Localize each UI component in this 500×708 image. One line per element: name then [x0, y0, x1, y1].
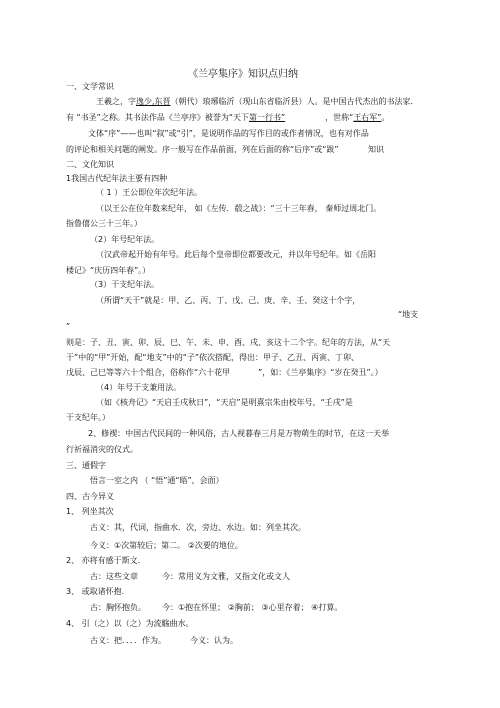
list-item: 1、 列坐其次	[66, 507, 114, 516]
paragraph-line: 古：这些文章	[90, 572, 138, 581]
text-run: ”，如：《兰亭集序》“岁在癸丑”。）	[258, 368, 383, 377]
paragraph-line: 指鲁僖公三十三年。）	[66, 219, 142, 228]
paragraph-line: “地支	[398, 310, 419, 319]
paragraph-line: 今：常用义为文雅，又指文化或文人	[162, 572, 290, 581]
paragraph-line: 今义：①次第较后；第二。 ②次要的地位。	[90, 541, 243, 550]
text-run: 有 “书圣”之称。其书法作品《兰亭序》被誉为“天下	[66, 113, 249, 122]
paragraph-line: 今：①抱在怀里； ②胸前； ③心里存着； ④打算。	[162, 603, 343, 612]
text-run: ，世称“	[325, 113, 354, 122]
list-item: 4、 引（之）以（之）为流觞曲水。	[66, 619, 194, 628]
subheading: 1我国古代纪年法主要有四种	[66, 174, 168, 183]
list-item: 悟言一室之内 （ “悟”通“晤”，会面）	[90, 476, 224, 485]
paragraph-line: 古义：其，代词，指曲水．次，旁边、水边。如：列坐其次。	[90, 523, 306, 532]
text-run: 戊辰、己巳等等六十个组合，俗称作“六十花甲	[66, 368, 231, 377]
paragraph-line: ”	[66, 322, 71, 331]
paragraph-line: （2）年号纪年法。	[90, 235, 160, 244]
paragraph-line: （所谓“天干”就是：甲、乙、丙、丁、戊、己、庚、辛、壬、癸这十个字，	[96, 296, 361, 305]
paragraph-line	[96, 97, 413, 107]
underlined-text: 逸少,东晋	[136, 97, 171, 106]
paragraph-line: （4）年号干支兼用法。	[96, 383, 182, 392]
text-run: （朝代）琅琊临沂（现山东省临沂县）人。是中国古代杰出的书法家.	[170, 97, 414, 106]
paragraph-line: 文体“序”——也叫“叙”或“引”，是说明作品的写作目的或作者情况，也有对作品	[88, 129, 369, 138]
paragraph-line: 干”中的“甲”开始，配“地支”中的“子”依次搭配，得出：甲子、乙丑、丙寅、丁卯、	[66, 353, 360, 362]
section-heading-gujin: 四、古今异义	[66, 492, 114, 501]
list-item: 2、 亦将有感于斯文.	[66, 556, 141, 565]
paragraph-line	[66, 113, 389, 123]
paragraph-line: （3）干支纪年法。	[90, 280, 160, 289]
paragraph-line: （以王公在位年数来纪年， 如《左传．殽之战》：“三十三年春， 秦师过周北门。	[96, 204, 382, 213]
paragraph-line: 行祈福消灾的仪式。	[66, 445, 138, 454]
paragraph-line: 则是：子、丑、寅、卯、辰、巳、午、未、申、酉、戌、亥这十二个字。纪年的方法，从“天	[66, 338, 391, 347]
paragraph-line-tail: 知识	[368, 145, 384, 154]
paragraph-line: 干支纪年。）	[66, 413, 110, 422]
section-heading-tongjiazi: 三、通假字	[66, 461, 106, 470]
document-title: 《兰亭集序》知识点归纳	[188, 69, 298, 80]
text-run: 。	[381, 113, 390, 122]
section-heading-culture: 二、文化知识	[66, 160, 114, 169]
paragraph-line: 楼记》“庆历四年春”。）	[66, 266, 151, 275]
paragraph-line: （汉武帝起开始有年号。此后每个皇帝即位都要改元，并以年号纪年。如《岳阳	[96, 250, 376, 259]
section-heading-literary: 一、文学常识	[66, 82, 114, 91]
underlined-text: 王右军”	[353, 113, 382, 122]
paragraph-line: （如《核舟记》“天启壬戌秋日”，“天启”是明熹宗朱由校年号，“壬戌”是	[96, 398, 353, 407]
paragraph-line	[66, 368, 383, 378]
paragraph-line: 的评论和相关问题的阐发。序一般写在作品前面，列在后面的称“后序”或“跋”	[66, 145, 339, 154]
paragraph-line: 2、修禊：中国古代民间的一种风俗，古人视暮春三月是万物萌生的时节，在这一天举	[88, 429, 390, 438]
paragraph-line: 今义：认为。	[190, 636, 238, 645]
list-item: 3、 或取诸怀抱.	[66, 587, 125, 596]
paragraph-line: 古：胸怀抱负。	[90, 603, 146, 612]
paragraph-line: 古义：把．．．．作为。	[90, 636, 166, 645]
paragraph-line: （ 1 ）王公即位年次纪年法。	[96, 188, 203, 197]
underlined-text: 第一行书”	[248, 113, 286, 122]
text-run: 王羲之，字	[96, 97, 136, 106]
